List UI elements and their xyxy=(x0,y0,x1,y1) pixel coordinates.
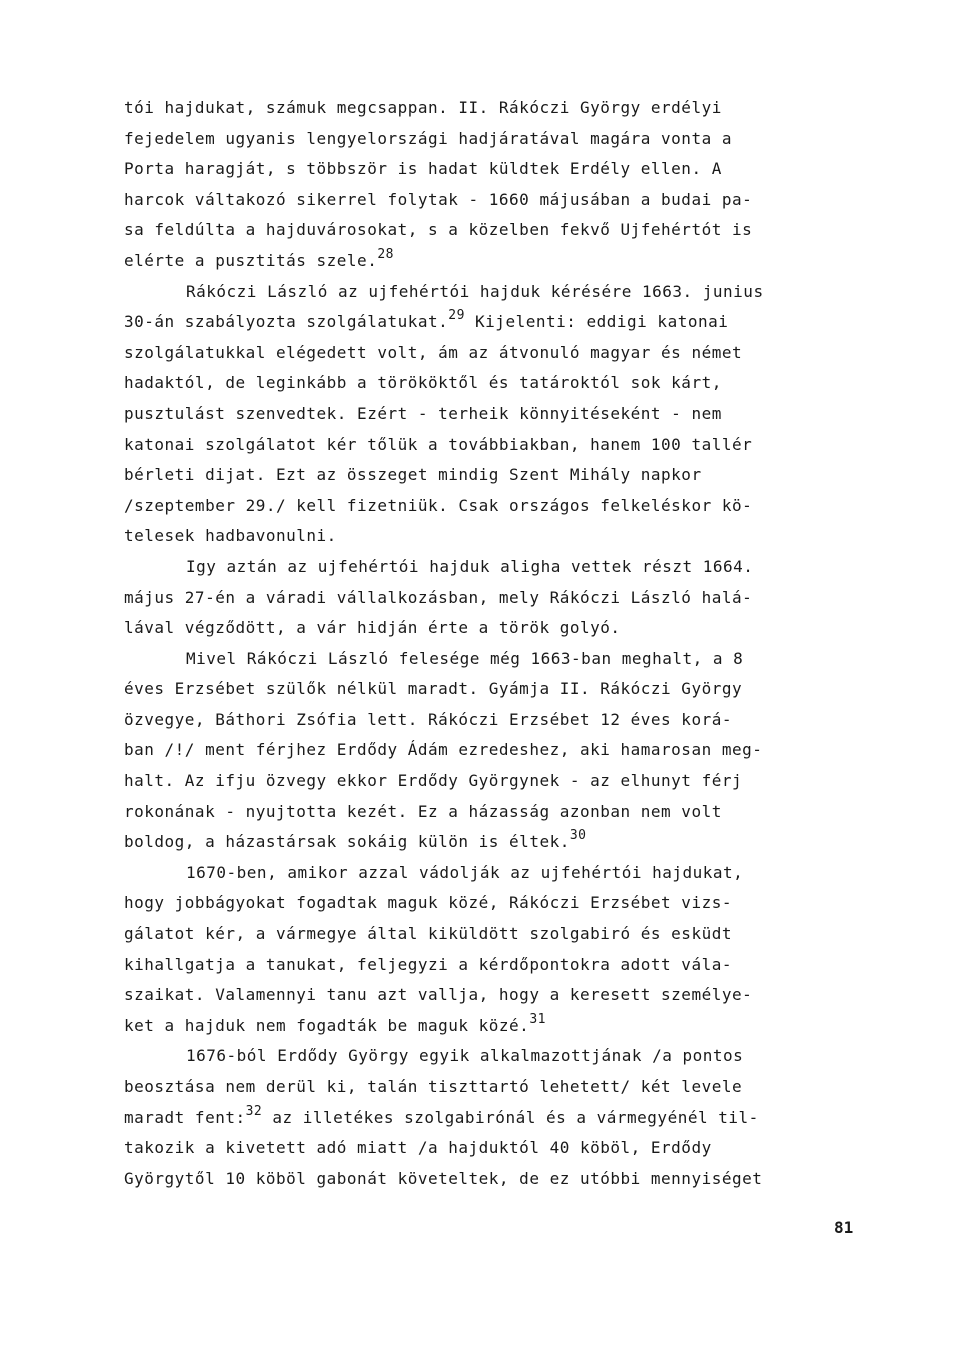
text-line xyxy=(124,766,874,797)
line-text: takozik a kivetett adó miatt /a hajduktól 40 köböl, Erdődy xyxy=(124,1138,712,1158)
line-text: 1670-ben, amikor azzal vádolják az ujfehértói hajdukat, xyxy=(186,862,744,882)
footnote-marker: 28 xyxy=(377,246,394,262)
line-text: szaikat. Valamennyi tanu azt vallja, hogy a keresett személye- xyxy=(124,985,753,1005)
text-line xyxy=(124,1011,874,1042)
body-text xyxy=(124,93,874,1194)
text-line xyxy=(124,277,874,308)
text-line xyxy=(124,888,874,919)
line-text: boldog, a házastársak sokáig külön is éltek. xyxy=(124,832,570,852)
line-text-continuation: az illetékes szolgabirónál és a vármegyénél til- xyxy=(262,1107,759,1127)
line-text: özvegye, Báthori Zsófia lett. Rákóczi Erzsébet 12 éves korá- xyxy=(124,709,732,729)
line-text: Györgytől 10 köböl gabonát követeltek, de ez utóbbi mennyiséget xyxy=(124,1168,763,1188)
text-line xyxy=(124,460,874,491)
line-text: bérleti dijat. Ezt az összeget mindig Szent Mihály napkor xyxy=(124,465,702,485)
line-text: hadaktól, de leginkább a törököktől és tatároktól sok kárt, xyxy=(124,373,722,393)
line-text: elérte a pusztitás szele. xyxy=(124,250,378,270)
text-line xyxy=(124,1103,874,1134)
text-line xyxy=(124,399,874,430)
line-text: lával végződött, a vár hidján érte a török golyó. xyxy=(124,618,621,638)
text-line xyxy=(124,185,874,216)
footnote-marker: 29 xyxy=(448,308,465,324)
text-line xyxy=(124,154,874,185)
footnote-marker: 30 xyxy=(569,828,587,844)
text-line xyxy=(124,1164,874,1195)
line-text: Porta haragját, s többször is hadat küldtek Erdély ellen. A xyxy=(124,159,722,179)
text-line xyxy=(124,338,874,369)
line-text: fejedelem ugyanis lengyelországi hadjáratával magára vonta a xyxy=(124,128,732,148)
line-text: ban /!/ ment férjhez Erdődy Ádám ezredeshez, aki hamarosan meg- xyxy=(124,740,763,760)
text-line xyxy=(124,705,874,736)
text-line xyxy=(124,124,874,155)
text-line xyxy=(124,307,874,338)
line-text: éves Erzsébet szülők nélkül maradt. Gyámja II. Rákóczi György xyxy=(124,679,743,699)
text-line xyxy=(124,430,874,461)
text-line xyxy=(124,491,874,522)
page-number: 81 xyxy=(834,1218,854,1237)
footnote-marker: 31 xyxy=(529,1011,546,1027)
line-text: maradt fent: xyxy=(124,1107,246,1127)
line-text: ket a hajduk nem fogadták be maguk közé. xyxy=(124,1015,530,1035)
line-text: Rákóczi László az ujfehértói hajduk kérésére 1663. junius xyxy=(186,281,764,301)
text-line xyxy=(124,919,874,950)
text-line xyxy=(124,368,874,399)
line-text: hogy jobbágyokat fogadtak maguk közé, Rákóczi Erzsébet vizs- xyxy=(124,893,732,913)
text-line xyxy=(124,613,874,644)
text-line xyxy=(124,1133,874,1164)
text-line xyxy=(124,950,874,981)
line-text: kihallgatja a tanukat, feljegyzi a kérdőpontokra adott vála- xyxy=(124,954,732,974)
line-text: 30-án szabályozta szolgálatukat. xyxy=(124,312,449,332)
line-text: /szeptember 29./ kell fizetniük. Csak országos felkeléskor kö- xyxy=(124,495,753,515)
line-text: katonai szolgálatot kér tőlük a továbbiakban, hanem 100 tallér xyxy=(124,434,753,454)
line-text: gálatot kér, a vármegye által kiküldött szolgabiró és esküdt xyxy=(124,924,732,944)
footnote-marker: 32 xyxy=(245,1103,263,1119)
text-line xyxy=(124,215,874,246)
line-text: rokonának - nyujtotta kezét. Ez a házasság azonban nem volt xyxy=(124,801,722,821)
line-text: sa feldúlta a hajduvárosokat, s a közelben fekvő Ujfehértót is xyxy=(124,220,753,240)
text-line xyxy=(124,644,874,675)
text-line xyxy=(124,827,874,858)
line-text: Mivel Rákóczi László felesége még 1663-ban meghalt, a 8 xyxy=(186,648,744,668)
line-text: 1676-ból Erdődy György egyik alkalmazottjának /a pontos xyxy=(186,1046,744,1066)
line-text: halt. Az ifju özvegy ekkor Erdődy Györgynek - az elhunyt férj xyxy=(124,771,743,791)
line-text: harcok váltakozó sikerrel folytak - 1660 májusában a budai pa- xyxy=(124,189,753,209)
text-line xyxy=(124,674,874,705)
text-line xyxy=(124,93,874,124)
text-line xyxy=(124,246,874,277)
text-line xyxy=(124,552,874,583)
line-text: szolgálatukkal elégedett volt, ám az átvonuló magyar és német xyxy=(124,342,743,362)
line-text: telesek hadbavonulni. xyxy=(124,526,337,546)
text-line xyxy=(124,980,874,1011)
line-text: Igy aztán az ujfehértói hajduk aligha vettek részt 1664. xyxy=(186,556,754,576)
text-line xyxy=(124,1041,874,1072)
text-line xyxy=(124,797,874,828)
text-line xyxy=(124,735,874,766)
text-line xyxy=(124,1072,874,1103)
line-text: tói hajdukat, számuk megcsappan. II. Rákóczi György erdélyi xyxy=(124,98,722,117)
text-line xyxy=(124,858,874,889)
text-line xyxy=(124,521,874,552)
line-text-continuation: Kijelenti: eddigi katonai xyxy=(464,312,729,332)
line-text: május 27-én a váradi vállalkozásban, mely Rákóczi László halá- xyxy=(124,587,753,607)
line-text: beosztása nem derül ki, talán tiszttartó lehetett/ két levele xyxy=(124,1077,743,1096)
line-text: pusztulást szenvedtek. Ezért - terheik könnyitéseként - nem xyxy=(124,403,722,423)
text-line xyxy=(124,583,874,614)
